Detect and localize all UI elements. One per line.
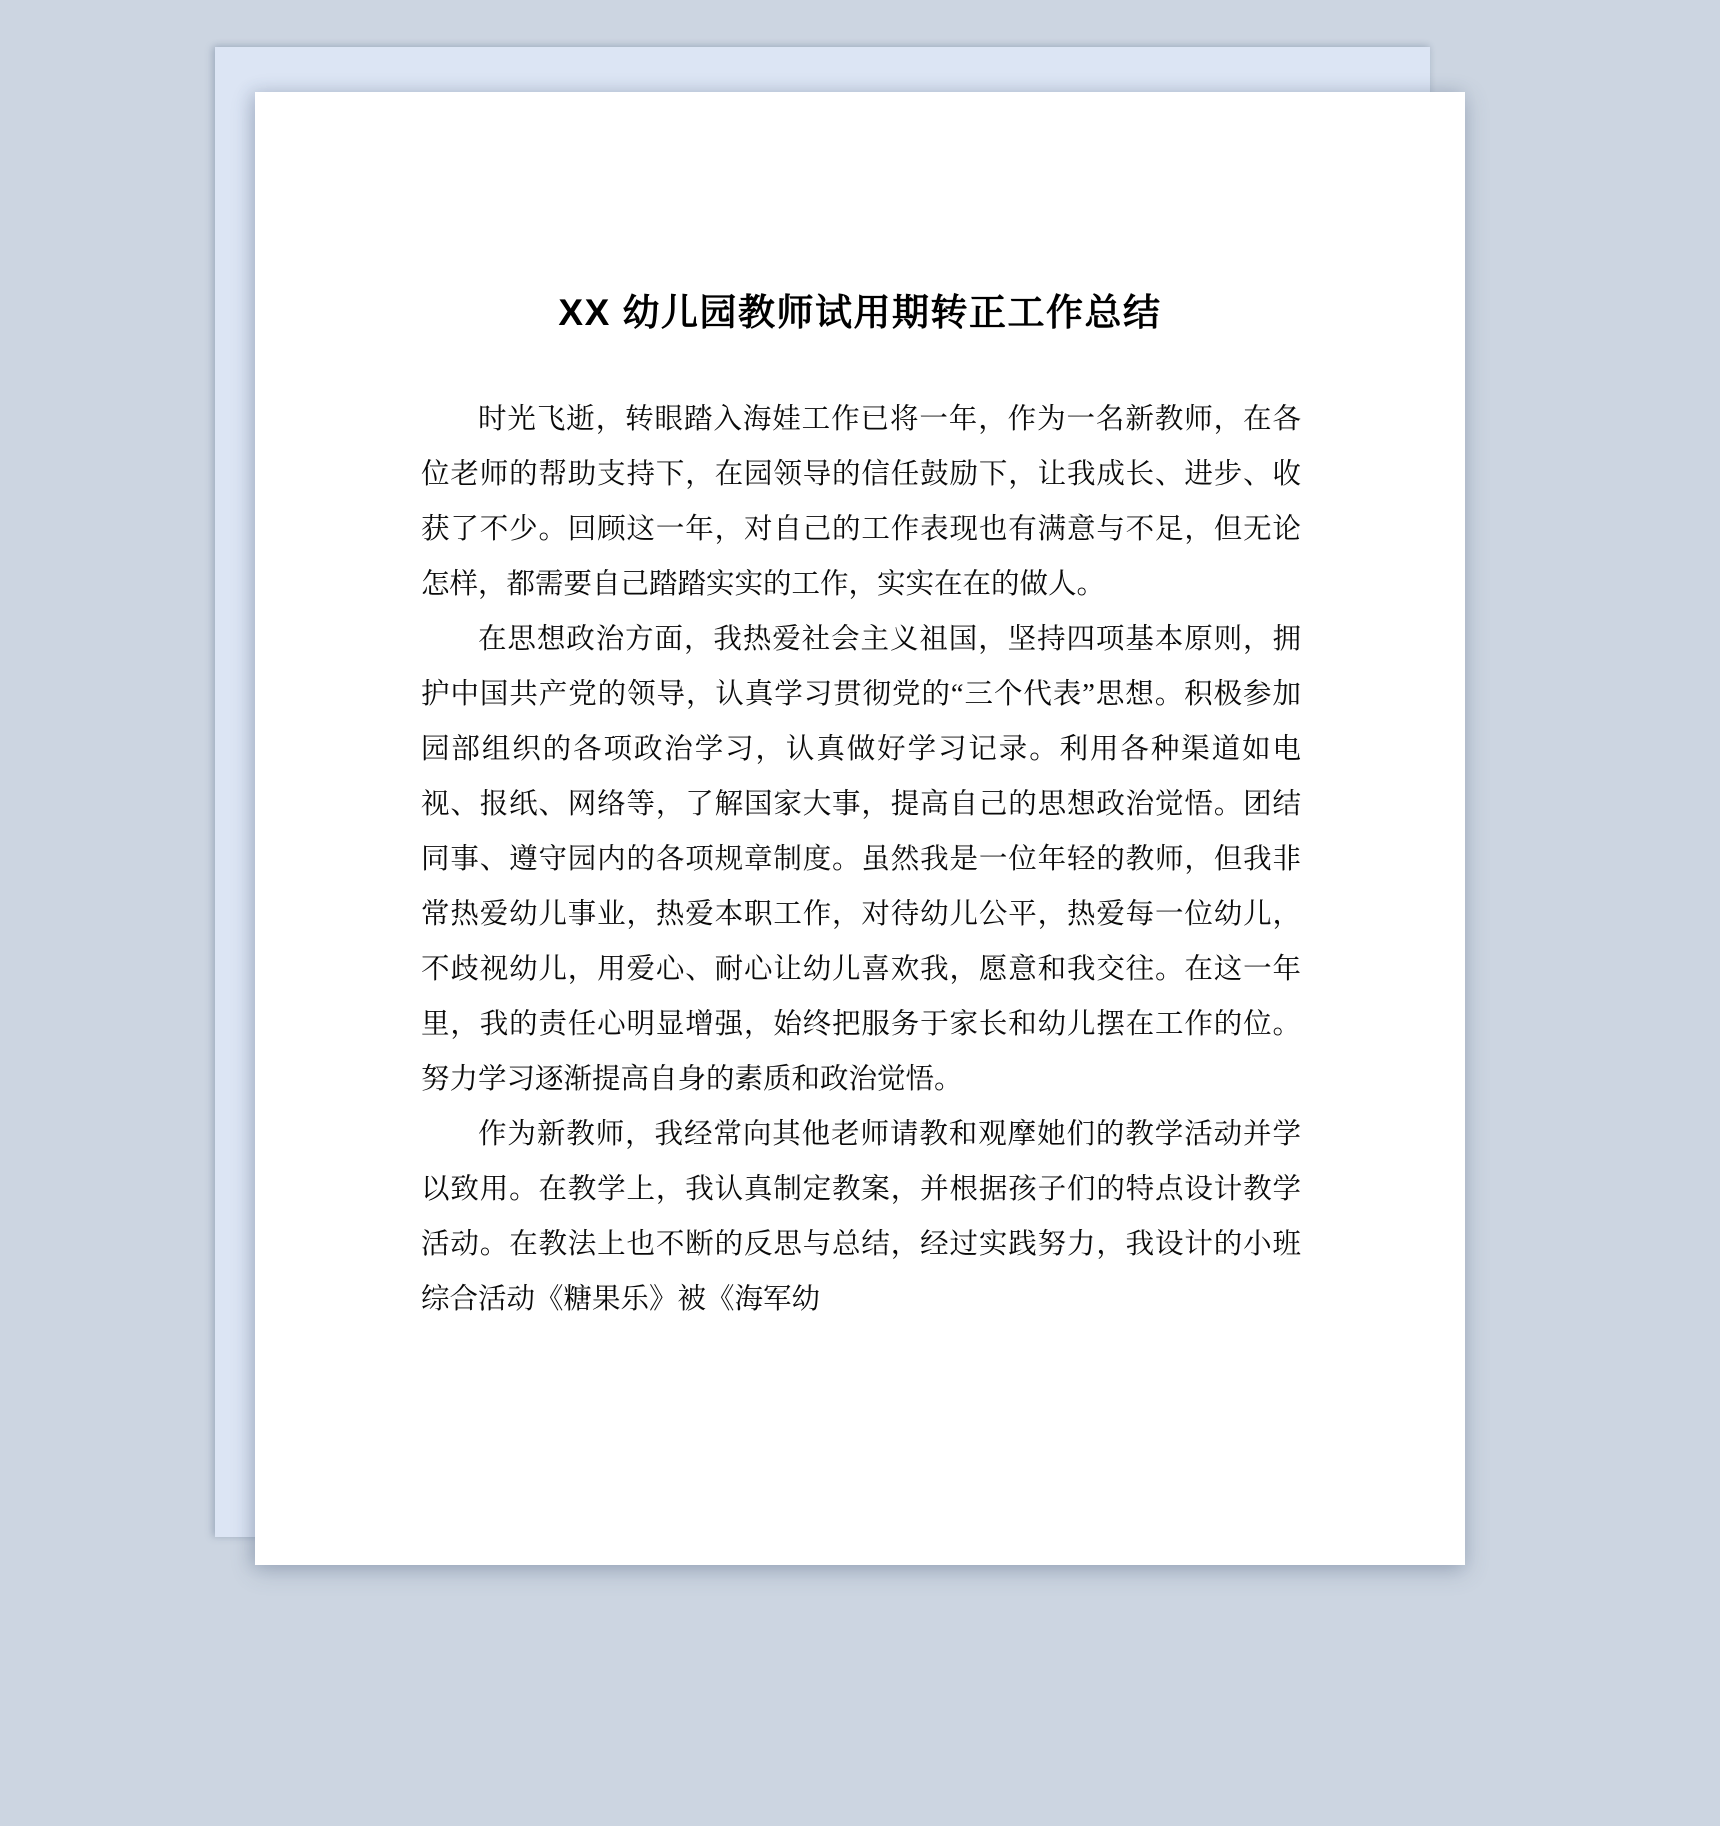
- document-text-block: [421, 392, 1301, 1327]
- document-paragraph-1: 时光飞逝，转眼踏入海娃工作已将一年，作为一名新教师，在各位老师的帮助支持下，在园领导的信任鼓励下，让我成长、进步、收获了不少。回顾这一年，对自己的工作表现也有满意与不足，但无论怎样，都需要自己踏踏实实的工作，实实在在的做人。: [421, 404, 1301, 600]
- document-page: [255, 92, 1465, 1565]
- document-title: XX 幼儿园教师试用期转正工作总结: [558, 292, 1162, 333]
- document-paragraph-2: 在思想政治方面，我热爱社会主义祖国，坚持四项基本原则，拥护中国共产党的领导，认真学习贯彻党的“三个代表”思想。积极参加园部组织的各项政治学习，认真做好学习记录。利用各种渠道如电视、报纸、网络等，了解国家大事，提高自己的思想政治觉悟。团结同事、遵守园内的各项规章制度。虽然我是一位年轻的教师，但我非常热爱幼儿事业，热爱本职工作，对待幼儿公平，热爱每一位幼儿，不歧视幼儿，用爱心、耐心让幼儿喜欢我，愿意和我交往。在这一年里，我的责任心明显增强，始终把服务于家长和幼儿摆在工作的位。努力学习逐渐提高自身的素质和政治觉悟。: [421, 624, 1301, 1095]
- document-body: [255, 92, 1465, 1565]
- document-paragraph-3: 作为新教师，我经常向其他老师请教和观摩她们的教学活动并学以致用。在教学上，我认真制定教案，并根据孩子们的特点设计教学活动。在教法上也不断的反思与总结，经过实践努力，我设计的小班综合活动《糖果乐》被《海军幼: [421, 1119, 1301, 1315]
